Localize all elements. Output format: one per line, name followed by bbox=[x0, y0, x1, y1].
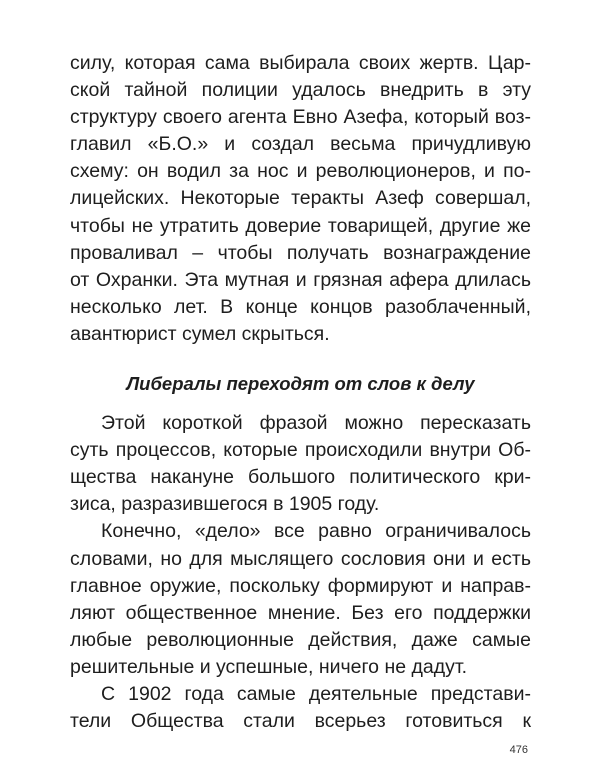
text-line: силу, которая сама выбирала своих жертв. Цар- bbox=[70, 52, 531, 74]
text-line: главное оружие, поскольку формируют и направ- bbox=[70, 574, 531, 597]
text-line: структуру своего агента Евно Азефа, который воз- bbox=[70, 106, 531, 129]
text-line: схему: он водил за нос и революционеров, и по- bbox=[70, 160, 531, 183]
text-line: чтобы не утратить доверие товарищей, другие же bbox=[70, 214, 531, 237]
text-line: решительные и успешные, ничего не дадут. bbox=[70, 655, 468, 678]
text-line: С 1902 года самые деятельные представи- bbox=[101, 682, 531, 705]
text-line: суть процессов, которые происходили внутри Об- bbox=[70, 439, 531, 462]
paragraph-4 bbox=[70, 681, 531, 735]
text-line: проваливал – чтобы получать вознаграждение bbox=[70, 241, 531, 264]
text-line: щества накануне большого политического кри- bbox=[70, 466, 531, 489]
text-line: Конечно, «дело» все равно ограничивалось bbox=[101, 520, 531, 543]
text-line: ской тайной полиции удалось внедрить в эту bbox=[70, 79, 531, 102]
text-line: от Охранки. Эта мутная и грязная афера длилась bbox=[70, 268, 531, 291]
page-body bbox=[70, 50, 531, 735]
text-line: авантюрист сумел скрыться. bbox=[70, 322, 330, 345]
text-line: главил «Б.О.» и создал весьма причудливую bbox=[70, 133, 531, 156]
section-heading: Либералы переходят от слов к делу bbox=[126, 373, 475, 395]
paragraph-1 bbox=[70, 50, 531, 348]
text-line: тели Общества стали всерьез готовиться к bbox=[70, 710, 531, 733]
text-line: несколько лет. В конце концов разоблаченный, bbox=[70, 295, 531, 318]
text-line: любые революционные действия, даже самые bbox=[70, 628, 531, 651]
paragraph-2 bbox=[70, 410, 531, 518]
text-line: Этой короткой фразой можно пересказать bbox=[101, 412, 531, 435]
paragraph-3 bbox=[70, 518, 531, 681]
page-number: 476 bbox=[509, 744, 528, 756]
text-line: ляют общественное мнение. Без его поддержки bbox=[70, 601, 531, 624]
text-line: лицейских. Некоторые теракты Азеф совершал, bbox=[70, 187, 531, 210]
text-line: словами, но для мыслящего сословия они и есть bbox=[70, 547, 531, 570]
text-line: зиса, разразившегося в 1905 году. bbox=[70, 493, 380, 516]
